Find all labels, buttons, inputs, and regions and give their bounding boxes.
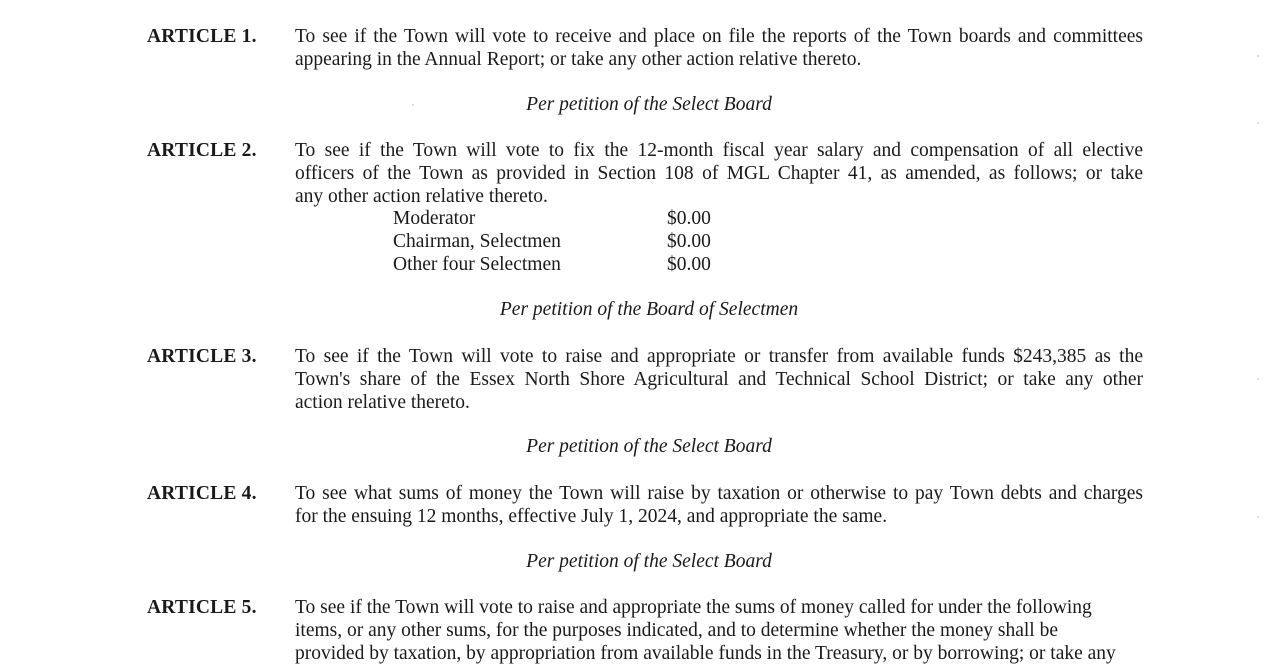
article-text-line: appearing in the Annual Report; or take any other action relative thereto. [295, 49, 862, 70]
article-text-line: action relative thereto. [295, 392, 470, 413]
article-text-line: any other action relative thereto. [295, 186, 548, 207]
scan-speck [1257, 378, 1259, 380]
salary-row [393, 230, 723, 253]
salary-office: Other four Selectmen [393, 254, 561, 275]
article-text [295, 482, 1143, 528]
salary-office: Chairman, Selectmen [393, 231, 561, 252]
article-label: ARTICLE 2. [147, 140, 257, 161]
article-text [295, 25, 1143, 71]
petition-line: Per petition of the Select Board [526, 551, 772, 572]
salary-row [393, 207, 723, 230]
article-text-line: To see what sums of money the Town will raise by taxation or otherwise to pay Town debts and charges [295, 483, 1143, 504]
article-label: ARTICLE 1. [147, 26, 257, 47]
article-text-line: To see if the Town will vote to raise and appropriate or transfer from available funds $243,385 as the [295, 346, 1143, 367]
scan-speck [1257, 516, 1259, 518]
scan-speck [1257, 55, 1259, 57]
article-text-line: items, or any other sums, for the purposes indicated, and to determine whether the money shall be [295, 620, 1059, 641]
article-text-line: To see if the Town will vote to fix the 12-month fiscal year salary and compensation of all elective [295, 140, 1143, 161]
article-text-line: provided by taxation, by appropriation from available funds in the Treasury, or by borrowing; or take any [295, 643, 1116, 664]
petition-line: Per petition of the Select Board [526, 94, 772, 115]
article-label: ARTICLE 3. [147, 346, 257, 367]
article-text [295, 139, 1143, 208]
article-text-line: Town's share of the Essex North Shore Agricultural and Technical School District; or take any other [295, 369, 1143, 390]
scan-speck [412, 104, 414, 106]
article-text-line: for the ensuing 12 months, effective July 1, 2024, and appropriate the same. [295, 506, 888, 527]
salary-amount: $0.00 [667, 254, 711, 275]
article-text [295, 596, 1135, 665]
salary-office: Moderator [393, 208, 476, 229]
salary-amount: $0.00 [667, 208, 711, 229]
salary-row [393, 253, 723, 276]
salary-table [393, 207, 723, 276]
article-label: ARTICLE 4. [147, 483, 257, 504]
salary-amount: $0.00 [667, 231, 711, 252]
scan-speck [1257, 122, 1259, 124]
petition-line: Per petition of the Select Board [526, 436, 772, 457]
article-text-line: officers of the Town as provided in Section 108 of MGL Chapter 41, as amended, as follows; or take [295, 163, 1143, 184]
article-text-line: To see if the Town will vote to raise and appropriate the sums of money called for under the following [295, 597, 1092, 618]
article-text-line: To see if the Town will vote to receive and place on file the reports of the Town boards and committees [295, 26, 1143, 47]
article-label: ARTICLE 5. [147, 597, 257, 618]
petition-line: Per petition of the Board of Selectmen [499, 299, 799, 320]
article-text [295, 345, 1143, 414]
